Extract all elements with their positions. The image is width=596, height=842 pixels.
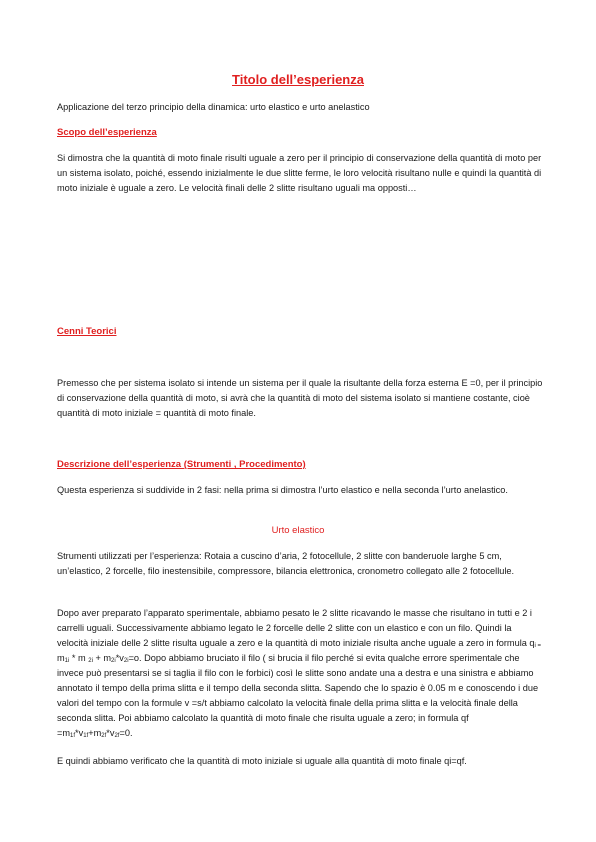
description-heading: Descrizione dell’esperienza (Strumenti , Procedimento) [57, 459, 306, 470]
conclusion-text: E quindi abbiamo verificato che la quantità di moto iniziale si uguale alla quantità di moto finale qi=qf. [57, 756, 467, 766]
procedure-part-2: Dopo abbiamo bruciato il filo ( si brucia il filo perché si evita qualche errore sperimentale che invece può presentarsi se si taglia il filo con le forbici) così le slitte sono andate una a destra e una sinistra e abbiamo annotato il tempo della prima slitta e il tempo della seconda slitta. Sapendo che lo spazio è 0.05 m e conoscendo i due valori del tempo con la formule v =s/t abbiamo calcolato la velocità finale della prima slitta e la velocità finale della seconda slitta. Poi abbiamo calcolato la quantità di moto finale che risulta uguale a zero; in formula qf =m [57, 653, 539, 738]
description-intro: Questa esperienza si suddivide in 2 fasi: nella prima si dimostra l’urto elastico e nella seconda l’urto anelastico. [57, 485, 508, 495]
scope-heading: Scopo dell’esperienza [57, 127, 157, 138]
document-title: Titolo dell’esperienza [232, 72, 364, 87]
formula-initial: $q_{i =}$ $m_{1i}$ * m $_{2i} + m_{2i}*v_{2i}=o$. [57, 638, 542, 664]
theory-heading: Cenni Teorici [57, 326, 117, 337]
formula-final: $_{1f}*v_{1f}+m_{2f}*v_{2f}=0$. [70, 728, 133, 739]
experiment-subject: Applicazione del terzo principio della dinamica: urto elastico e urto anelastico [57, 102, 370, 112]
procedure-text [57, 606, 545, 741]
instruments-text: Strumenti utilizzati per l’esperienza: Rotaia a cuscino d’aria, 2 fotocellule, 2 slitte con banderuole larghe 5 cm, un’elastico, 2 forcelle, filo inestensibile, compressore, bilancia elettronica, cronometro collegato alle 2 fotocellule. [57, 551, 515, 576]
scope-text: Si dimostra che la quantità di moto finale risulti uguale a zero per il principio di conservazione della quantità di moto per un sistema isolato, poiché, essendo inizialmente le due slitte ferme, le loro velocità risultano nulle e quindi la quantità di moto iniziale è uguale a zero. Le velocità finali delle 2 slitte risultano uguali ma opposti… [57, 153, 542, 193]
elastic-collision-label: Urto elastico [271, 525, 325, 536]
theory-text: Premesso che per sistema isolato si intende un sistema per il quale la risultante della forza esterna E =0, per il principio di conservazione della quantità di moto, si avrà che la quantità di moto del sistema isolato si mantiene costante, cioè quantità di moto iniziale = quantità di moto finale. [57, 378, 543, 418]
procedure-part-1: Dopo aver preparato l’apparato sperimentale, abbiamo pesato le 2 slitte ricavando le masse che risultano in tutti e 2 i carrelli uguali. Successivamente abbiamo legato le 2 forcelle delle 2 slitte con un elastico e con un filo. Quindi la velocità iniziale delle 2 slitte risulta uguale a zero e la quantità di moto iniziale risulta anche uguale a zero in formula [57, 608, 532, 648]
